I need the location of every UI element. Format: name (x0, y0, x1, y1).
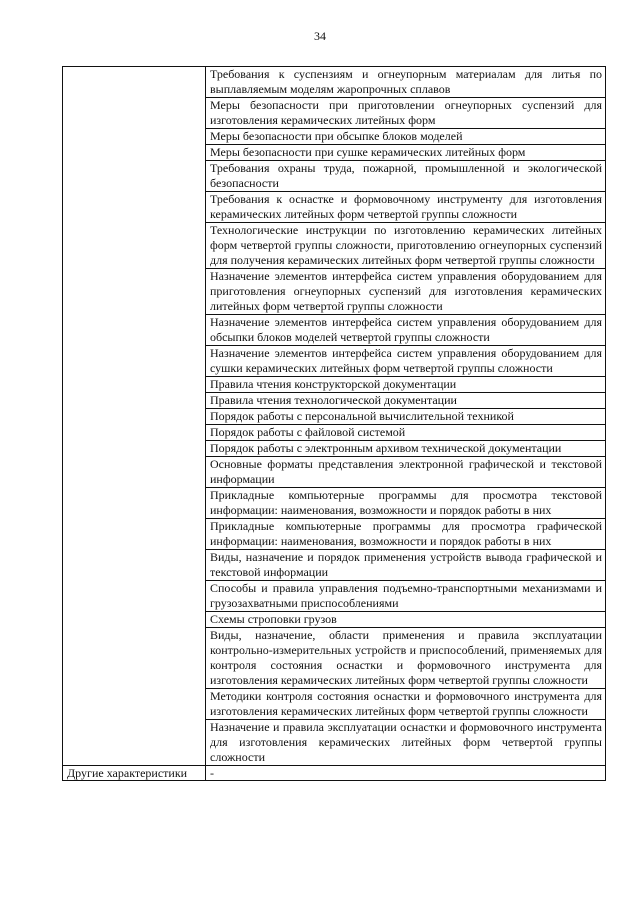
table-cell: Методики контроля состояния оснастки и формовочного инструмента для изготовления керамических литейных форм четвертой группы сложности (206, 689, 606, 720)
knowledge-label-cell (63, 67, 206, 766)
table-cell: Порядок работы с файловой системой (206, 425, 606, 441)
table-row (63, 67, 606, 98)
table-cell: Требования к суспензиям и огнеупорным материалам для литья по выплавляемым моделям жаропрочных сплавов (206, 67, 606, 98)
requirements-table-body (63, 67, 606, 781)
table-cell: Требования охраны труда, пожарной, промышленной и экологической безопасности (206, 161, 606, 192)
table-cell: Меры безопасности при сушке керамических литейных форм (206, 145, 606, 161)
table-cell: Требования к оснастке и формовочному инструменту для изготовления керамических литейных форм четвертой группы сложности (206, 192, 606, 223)
other-characteristics-label: Другие характеристики (63, 766, 206, 781)
table-cell: Правила чтения технологической документации (206, 393, 606, 409)
table-cell: Назначение и правила эксплуатации оснастки и формовочного инструмента для изготовления керамических литейных форм четвертой группы сложности (206, 720, 606, 766)
table-cell: Технологические инструкции по изготовлению керамических литейных форм четвертой группы сложности, приготовлению огнеупорных суспензий для получения керамических литейных форм четвертой группы сложности (206, 223, 606, 269)
table-cell: Меры безопасности при обсыпке блоков моделей (206, 129, 606, 145)
table-cell: Прикладные компьютерные программы для просмотра графической информации: наименования, возможности и порядок работы в них (206, 519, 606, 550)
table-cell: Правила чтения конструкторской документации (206, 377, 606, 393)
table-cell: Назначение элементов интерфейса систем управления оборудованием для сушки керамических литейных форм четвертой группы сложности (206, 346, 606, 377)
table-cell: Меры безопасности при приготовлении огнеупорных суспензий для изготовления керамических литейных форм (206, 98, 606, 129)
page-number: 34 (314, 29, 326, 43)
table-cell: Способы и правила управления подъемно-транспортными механизмами и грузозахватными приспособлениями (206, 581, 606, 612)
table-cell: Порядок работы с электронным архивом технической документации (206, 441, 606, 457)
table-cell: Порядок работы с персональной вычислительной техникой (206, 409, 606, 425)
other-characteristics-row (63, 766, 606, 781)
requirements-table (62, 66, 606, 781)
table-cell: Виды, назначение, области применения и правила эксплуатации контрольно-измерительных устройств и приспособлений, применяемых для контроля состояния оснастки и формовочного инструмента для изготовления керамических литейных форм четвертой группы сложности (206, 628, 606, 689)
table-cell: Схемы строповки грузов (206, 612, 606, 628)
table-cell: Назначение элементов интерфейса систем управления оборудованием для приготовления огнеупорных суспензий для изготовления керамических литейных форм четвертой группы сложности (206, 269, 606, 315)
table-cell: Назначение элементов интерфейса систем управления оборудованием для обсыпки блоков моделей четвертой группы сложности (206, 315, 606, 346)
table-cell: Прикладные компьютерные программы для просмотра текстовой информации: наименования, возможности и порядок работы в них (206, 488, 606, 519)
table-cell: Виды, назначение и порядок применения устройств вывода графической и текстовой информации (206, 550, 606, 581)
table-cell: Основные форматы представления электронной графической и текстовой информации (206, 457, 606, 488)
other-characteristics-value: - (206, 766, 606, 781)
